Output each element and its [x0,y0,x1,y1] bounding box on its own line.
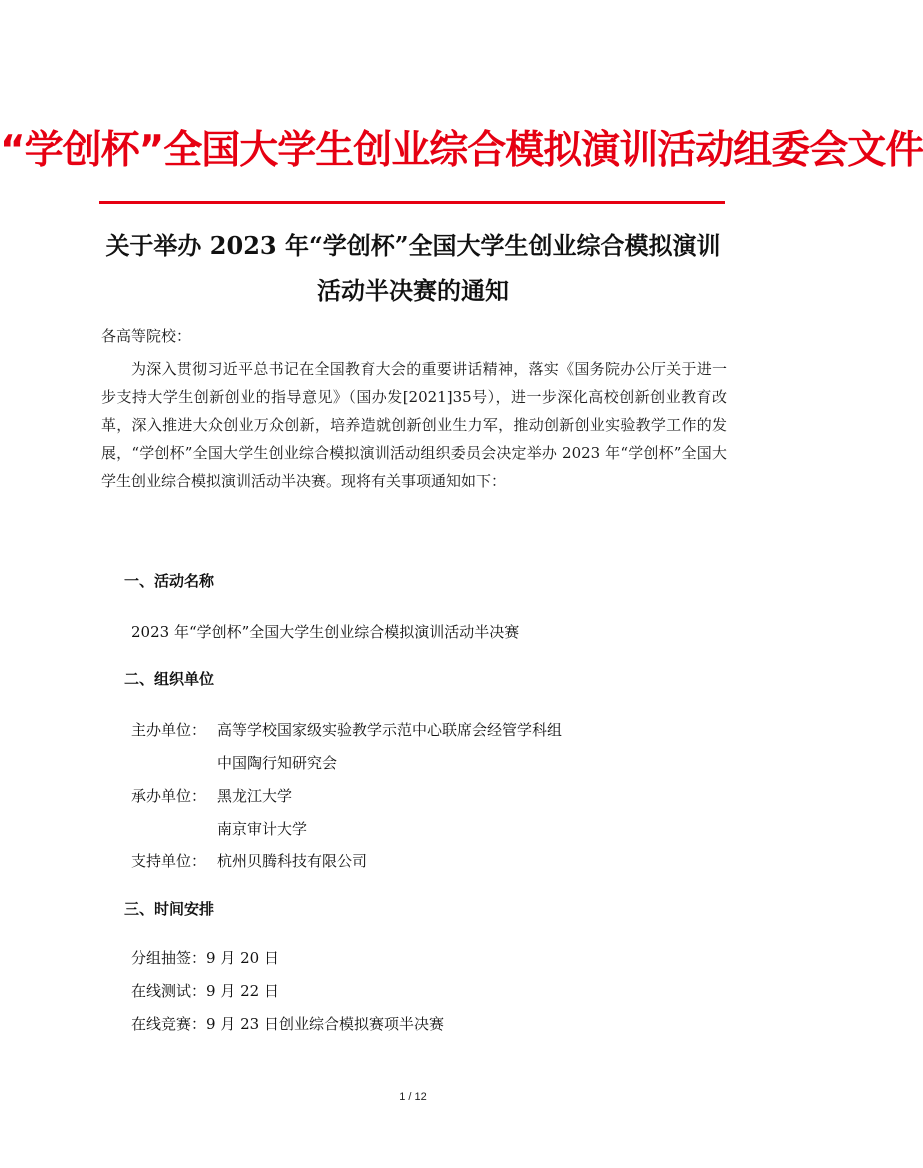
schedule-label-3: 在线竞赛： [131,1015,207,1033]
red-header-divider [99,201,725,204]
host-row-1 [131,718,562,742]
schedule-value-2: 9 月 22 日 [206,982,279,1000]
organizer-unit-2: 南京审计大学 [217,820,308,838]
supporter-label: 支持单位： [131,852,207,870]
host-unit-2: 中国陶行知研究会 [217,754,338,772]
supporter-row [131,849,367,873]
section-heading-activity-name: 一、活动名称 [124,572,215,590]
intro-paragraph: 为深入贯彻习近平总书记在全国教育大会的重要讲话精神，落实《国务院办公厅关于进一步支持大学生创新创业的指导意见》（国办发[2021]35号），进一步深化高校创新创业教育改革，深入推进大众创业万众创新，培养造就创新创业生力军，推动创新创业实验教学工作的发展，“学创杯”全国大学生创业综合模拟演训活动组织委员会决定举办 2023 年“学创杯”全国大学生创业综合模拟演训活动半决赛。现将有关事项通知如下： [101,360,727,490]
host-label: 主办单位： [131,721,207,739]
schedule-label-1: 分组抽签： [131,949,207,967]
schedule-label-2: 在线测试： [131,982,207,1000]
page-number: 1 / 12 [399,1091,427,1103]
organizer-unit-1: 黑龙江大学 [217,787,293,805]
schedule-row-1 [131,946,279,970]
organizer-label: 承办单位： [131,787,207,805]
schedule-row-2 [131,979,279,1003]
supporter-unit: 杭州贝腾科技有限公司 [217,852,368,870]
section-heading-organizers: 二、组织单位 [124,670,215,688]
organizer-row-2 [131,817,307,841]
schedule-value-3: 9 月 23 日创业综合模拟赛项半决赛 [206,1015,444,1033]
issuing-committee-header: “学创杯”全国大学生创业综合模拟演训活动组委会文件 [0,128,923,173]
schedule-value-1: 9 月 20 日 [206,949,279,967]
salutation: 各高等院校： [101,327,192,345]
host-row-2 [131,751,337,775]
document-title: 关于举办 2023 年“学创杯”全国大学生创业综合模拟演训活动半决赛的通知 [105,231,721,305]
schedule-row-3 [131,1012,444,1036]
section-heading-schedule: 三、时间安排 [124,900,215,918]
activity-name-text: 2023 年“学创杯”全国大学生创业综合模拟演训活动半决赛 [131,623,520,641]
host-unit-1: 高等学校国家级实验教学示范中心联席会经管学科组 [217,721,563,739]
organizer-row-1 [131,784,292,808]
